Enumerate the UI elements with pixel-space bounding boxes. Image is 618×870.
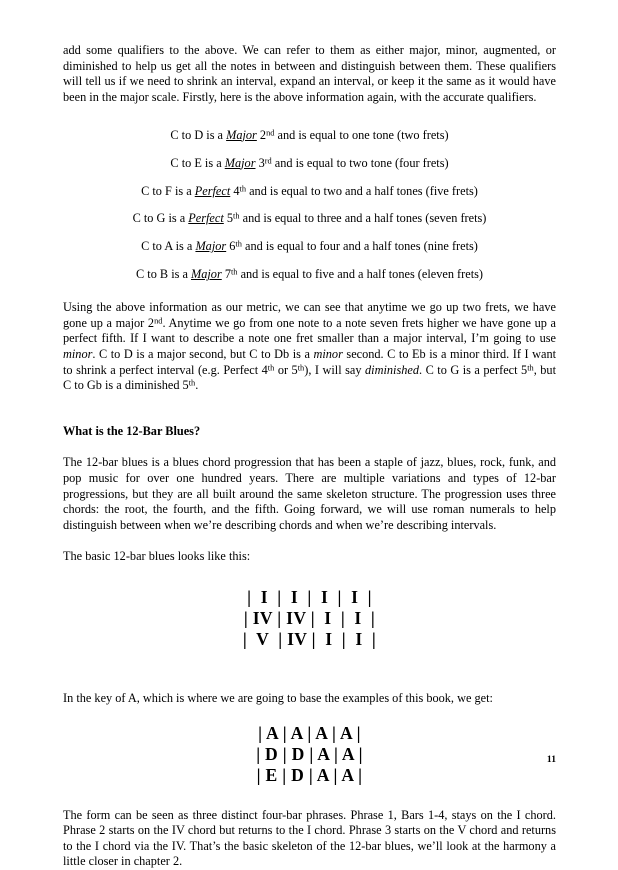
interval-ordinal: th — [235, 239, 242, 249]
interval-qualifier: Major — [191, 267, 222, 282]
spacer — [63, 533, 556, 549]
metric-text-6: ), I will say — [304, 362, 366, 377]
interval-suffix: and is equal to two tone (four frets) — [271, 155, 449, 170]
spacer — [63, 707, 556, 723]
interval-line — [63, 233, 556, 261]
spacer — [63, 786, 556, 808]
ordinal-sup: th — [297, 363, 305, 373]
spacer — [63, 439, 556, 455]
italic-minor: minor — [313, 346, 343, 361]
blues-paragraph: The 12-bar blues is a blues chord progression that has been a staple of jazz, blues, rock, funk, and pop music for over one hundred years. There are multiple variations and types of 12-bar progressions, but they are all built around the same skeleton structure. The progression uses three chords: the root, the fourth, and the fifth. Going forward, we will use roman numerals to help distinguish between when we’re describing chords and when we’re describing intervals. — [63, 455, 556, 532]
metric-text-8: , but C to Gb is a diminished 5 — [63, 362, 556, 393]
interval-line — [63, 177, 556, 205]
chord-grid-row: | IV | IV | I | I | — [243, 607, 376, 628]
interval-line — [63, 121, 556, 149]
interval-prefix: C to D is a — [170, 127, 227, 142]
metric-text-9: . — [195, 378, 199, 393]
key-of-a-chord-grid — [63, 723, 556, 786]
interval-number: 3 — [258, 155, 265, 170]
interval-prefix: C to G is a — [132, 211, 189, 226]
spacer — [63, 289, 556, 300]
italic-diminished: diminished — [365, 362, 419, 377]
interval-qualifier: Major — [226, 127, 257, 142]
page-number: 11 — [546, 754, 556, 765]
metric-text-4: second. C to Eb is a minor third. If I want to shrink a perfect interval (e.g. Perfect 4 — [63, 346, 557, 377]
interval-number: 5 — [226, 211, 234, 226]
metric-text-3: . C to D is a major second, but C to Db is a — [92, 346, 314, 361]
interval-suffix: and is equal to two and a half tones (five frets) — [246, 183, 478, 198]
interval-number: 2 — [259, 127, 267, 142]
chord-grid-row: | E | D | A | A | — [256, 764, 363, 785]
interval-suffix: and is equal to four and a half tones (nine frets) — [241, 239, 478, 254]
interval-suffix: and is equal to three and a half tones (seven frets) — [239, 211, 487, 226]
metric-text-7: . C to G is a perfect 5 — [419, 362, 528, 377]
chord-grid-row: | V | IV | I | I | — [242, 628, 377, 649]
interval-number: 6 — [229, 239, 236, 254]
section-heading-12-bar-blues: What is the 12-Bar Blues? — [63, 423, 201, 438]
interval-prefix: C to F is a — [141, 183, 195, 198]
chord-grid-row: | I | I | I | I | — [247, 586, 372, 607]
intro-paragraph: add some qualifiers to the above. We can refer to them as either major, minor, augmented, or diminished to help us get all the notes in between and distinguish between them. These qualifiers will tell us if we need to shrink an interval, expand an interval, or keep it the same as it would have been in the major scale. Firstly, here is the above information again, with the accurate qualifiers. — [63, 43, 556, 104]
metric-paragraph — [63, 300, 556, 394]
metric-text-1: Using the above information as our metric, we can see that anytime we go up two frets, we have gone up a major 2 — [63, 300, 556, 330]
chord-grid-row: | D | D | A | A | — [256, 743, 363, 764]
interval-number: 7 — [224, 267, 231, 282]
ordinal-sup: th — [188, 378, 196, 388]
interval-qualifier: Major — [224, 155, 256, 170]
interval-suffix: and is equal to five and a half tones (eleven frets) — [237, 267, 483, 282]
interval-line — [63, 149, 556, 177]
interval-ordinal: nd — [266, 128, 275, 138]
spacer — [63, 394, 556, 424]
interval-prefix: C to B is a — [136, 267, 191, 282]
spacer — [63, 105, 556, 121]
spacer — [63, 680, 556, 691]
interval-list — [63, 121, 556, 289]
interval-qualifier: Perfect — [188, 211, 224, 226]
ordinal-sup: nd — [154, 316, 163, 326]
italic-minor: minor — [63, 346, 93, 361]
metric-text-5: or 5 — [274, 362, 298, 377]
ordinal-sup: th — [527, 363, 534, 373]
page-content — [63, 43, 556, 870]
interval-line — [63, 205, 556, 233]
interval-suffix: and is equal to one tone (two frets) — [274, 127, 449, 142]
ordinal-sup: th — [267, 363, 275, 373]
basic-intro-paragraph: The basic 12-bar blues looks like this: — [63, 549, 251, 564]
roman-numeral-chord-grid — [63, 587, 556, 650]
chord-grid-row: | A | A | A | A | — [258, 722, 361, 743]
interval-number: 4 — [233, 183, 240, 198]
interval-prefix: C to A is a — [141, 239, 196, 254]
interval-qualifier: Perfect — [194, 183, 231, 198]
interval-ordinal: th — [233, 211, 240, 221]
interval-ordinal: rd — [264, 156, 272, 166]
spacer — [63, 650, 556, 680]
interval-qualifier: Major — [195, 239, 227, 254]
interval-ordinal: th — [239, 184, 247, 193]
spacer — [63, 565, 556, 587]
interval-prefix: C to E is a — [170, 155, 225, 170]
form-paragraph: The form can be seen as three distinct four-bar phrases. Phrase 1, Bars 1-4, stays on the I chord. Phrase 2 starts on the IV chord but returns to the I chord. Phrase 3 starts on the V chord and returns to the I chord via the IV. That’s the basic skeleton of the 12-bar blues, we’ll look at the harmony a little closer in chapter 2. — [63, 807, 556, 869]
interval-line — [63, 261, 556, 289]
metric-text-2: . Anytime we go from one note to a note seven frets higher we have gone up a perfect fifth. If I want to describe a note one fret smaller than a major interval, I’m going to use — [63, 315, 556, 346]
key-of-a-intro-paragraph: In the key of A, which is where we are going to base the examples of this book, we get: — [63, 690, 493, 705]
interval-ordinal: th — [230, 267, 238, 277]
